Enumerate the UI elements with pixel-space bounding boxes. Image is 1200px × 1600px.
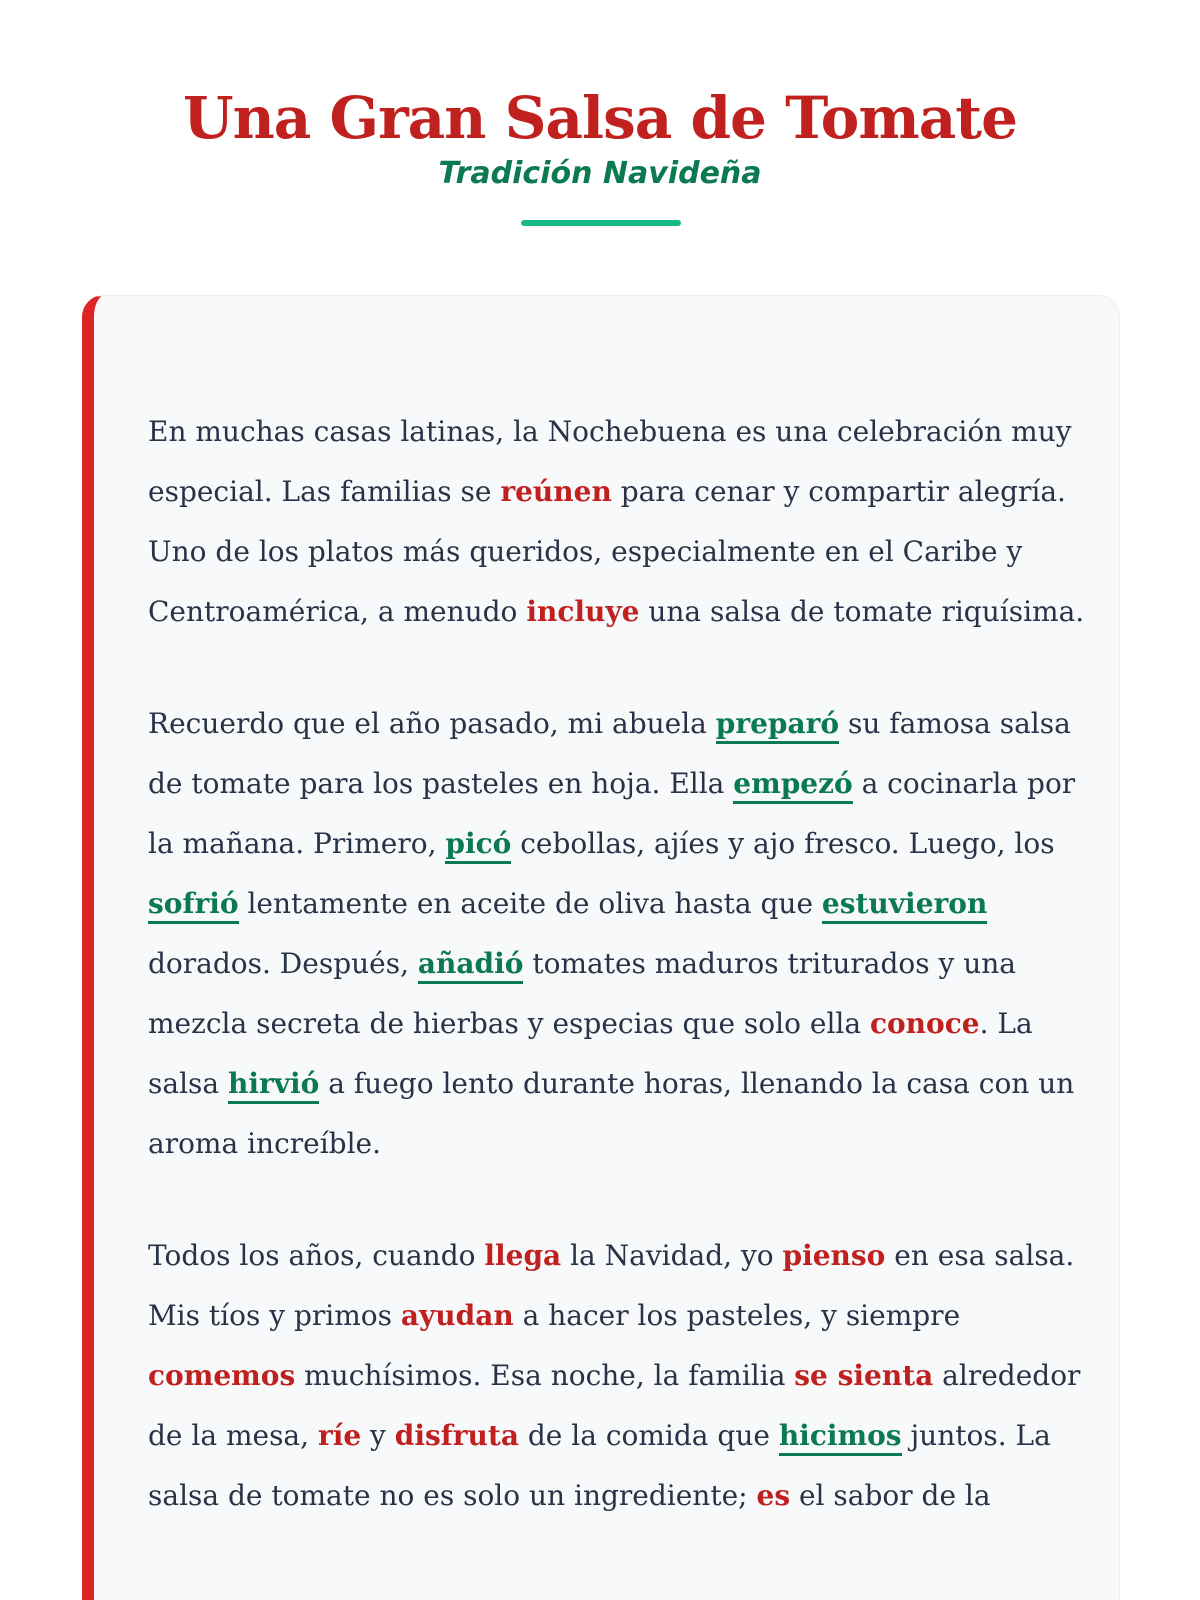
story-text-segment: muchísimos. Esa noche, la familia xyxy=(295,1359,795,1392)
page-subtitle: Tradición Navideña xyxy=(438,156,762,191)
story-text-segment: su famosa salsa de tomate para los pasteles en hoja. Ella xyxy=(148,707,1071,800)
present-tense-verb: ríe xyxy=(317,1419,362,1452)
preterite-tense-verb: hirvió xyxy=(228,1067,319,1104)
present-tense-verb: se sienta xyxy=(794,1359,934,1392)
present-tense-verb: conoce xyxy=(869,1007,980,1040)
story-paragraph xyxy=(148,694,1088,1174)
story-text-segment: una salsa de tomate riquísima. xyxy=(639,595,1085,628)
story-text-segment: a hacer los pasteles, y siempre xyxy=(513,1299,961,1332)
story-text-segment: alrededor de la mesa, xyxy=(148,1359,1081,1452)
story-text-segment: a fuego lento durante horas, llenando la casa con un aroma increíble. xyxy=(148,1067,1075,1160)
story-text-segment: lentamente en aceite de oliva hasta que xyxy=(238,887,822,920)
story-text-segment: para cenar y compartir alegría. Uno de los platos más queridos, especialmente en el Caribe y Centroamérica, a menudo xyxy=(148,475,1066,628)
story-text-segment: el sabor de la xyxy=(790,1479,991,1512)
story-text-segment: dorados. Después, xyxy=(148,947,418,980)
story-text-segment: en esa salsa. Mis tíos y primos xyxy=(148,1239,1075,1332)
present-tense-verb: pienso xyxy=(782,1239,886,1272)
present-tense-verb: ayudan xyxy=(400,1299,514,1332)
present-tense-verb: llega xyxy=(484,1239,562,1272)
preterite-tense-verb: picó xyxy=(445,827,511,864)
story-text-segment: a cocinarla por la mañana. Primero, xyxy=(148,767,1076,860)
story-text-segment: . La salsa xyxy=(148,1007,1033,1100)
story-text-segment: y xyxy=(361,1419,395,1452)
present-tense-verb: comemos xyxy=(148,1359,296,1392)
story-text-segment: la Navidad, yo xyxy=(561,1239,783,1272)
story-text-segment: de la comida que xyxy=(518,1419,779,1452)
preterite-tense-verb: empezó xyxy=(733,767,852,804)
page-title: Una Gran Salsa de Tomate xyxy=(183,84,1017,152)
present-tense-verb: reúnen xyxy=(500,475,612,508)
preterite-tense-verb: preparó xyxy=(716,707,839,744)
preterite-tense-verb: añadió xyxy=(418,947,524,984)
story-text xyxy=(148,402,1088,1578)
story-text-segment: juntos. La salsa de tomate no es solo un ingrediente; xyxy=(148,1419,1051,1512)
story-text-segment: Recuerdo que el año pasado, mi abuela xyxy=(148,707,716,740)
story-text-segment: tomates maduros triturados y una mezcla secreta de hierbas y especias que solo ella xyxy=(148,947,1016,1040)
story-text-segment: En muchas casas latinas, la Nochebuena es una celebración muy especial. Las familias se xyxy=(148,415,1072,508)
header xyxy=(0,82,1200,194)
story-paragraph xyxy=(148,1226,1088,1526)
story-paragraph xyxy=(148,402,1088,642)
present-tense-verb: es xyxy=(756,1479,791,1512)
preterite-tense-verb: sofrió xyxy=(148,887,239,924)
story-text-segment: cebollas, ajíes y ajo fresco. Luego, los xyxy=(511,827,1055,860)
title-divider xyxy=(521,220,681,226)
story-text-segment: Todos los años, cuando xyxy=(148,1239,485,1272)
preterite-tense-verb: estuvieron xyxy=(822,887,987,924)
present-tense-verb: incluye xyxy=(526,595,640,628)
story-card xyxy=(82,295,1120,1600)
present-tense-verb: disfruta xyxy=(394,1419,519,1452)
preterite-tense-verb: hicimos xyxy=(779,1419,902,1456)
